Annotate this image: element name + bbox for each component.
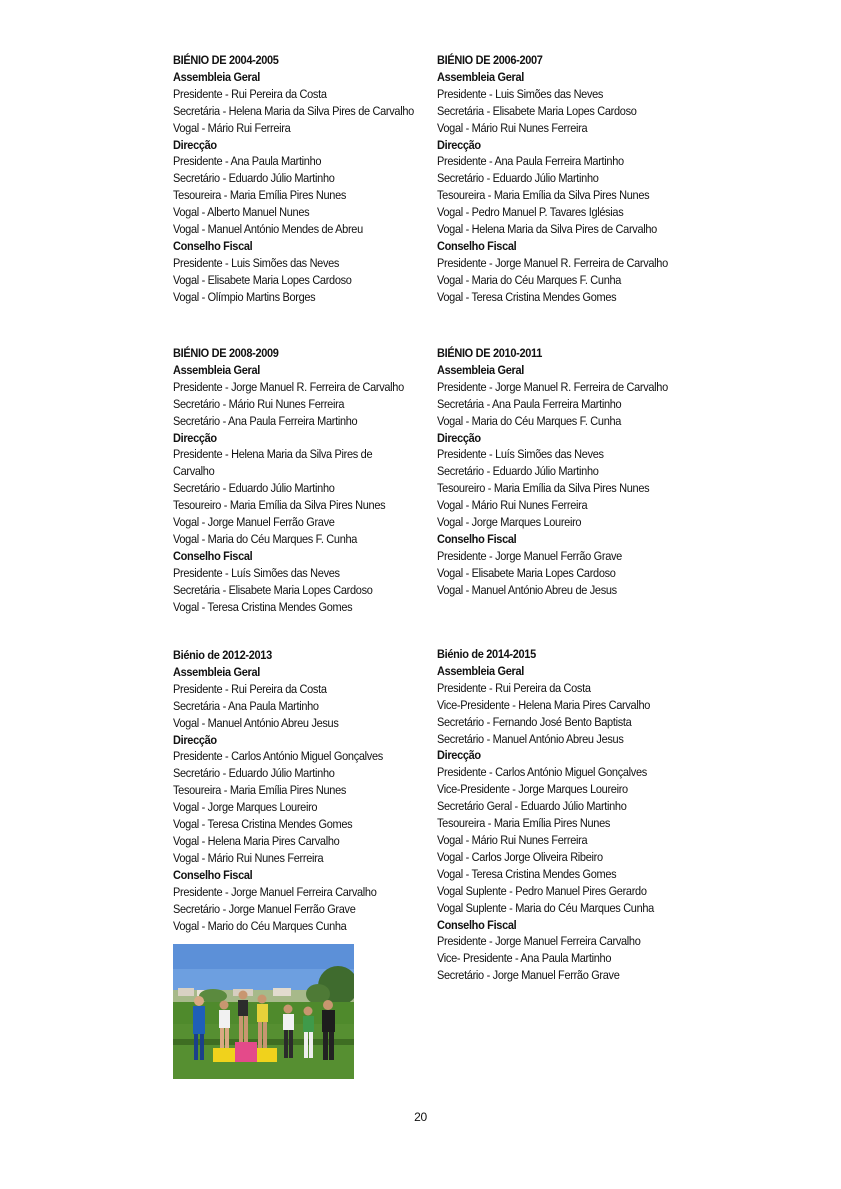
member-line: Vogal - Alberto Manuel Nunes bbox=[173, 205, 310, 220]
member-line: Presidente - Rui Pereira da Costa bbox=[437, 680, 591, 695]
member-line: Vogal Suplente - Maria do Céu Marques Cunha bbox=[437, 900, 654, 915]
section-heading: Direcção bbox=[173, 137, 217, 152]
member-line: Vogal - Jorge Marques Loureiro bbox=[437, 515, 582, 530]
section-heading: Assembleia Geral bbox=[437, 362, 525, 377]
member-line: Vogal - Teresa Cristina Mendes Gomes bbox=[437, 866, 617, 881]
bienio-2008-2009-block bbox=[173, 345, 433, 616]
member-line: Presidente - Carlos António Miguel Gonçalves bbox=[173, 749, 383, 764]
member-line: Vogal - Maria do Céu Marques F. Cunha bbox=[437, 272, 622, 287]
section-heading: Assembleia Geral bbox=[437, 69, 525, 84]
member-line: Presidente - Jorge Manuel Ferreira Carvalho bbox=[437, 934, 641, 949]
member-line: Secretário - Jorge Manuel Ferrão Grave bbox=[437, 968, 620, 983]
bienio-2012-2013-block bbox=[173, 647, 433, 934]
member-line: Presidente - Luis Simões das Neves bbox=[173, 255, 340, 270]
member-line: Presidente - Ana Paula Ferreira Martinho bbox=[437, 154, 624, 169]
member-line: Secretário - Jorge Manuel Ferrão Grave bbox=[173, 901, 356, 916]
section-heading: Direcção bbox=[173, 732, 217, 747]
member-line: Vogal - Carlos Jorge Oliveira Ribeiro bbox=[437, 849, 603, 864]
member-line: Presidente - Jorge Manuel R. Ferreira de Carvalho bbox=[173, 379, 404, 394]
member-line: Presidente - Carlos António Miguel Gonçalves bbox=[437, 765, 647, 780]
member-line: Secretária - Elisabete Maria Lopes Cardoso bbox=[173, 582, 373, 597]
member-line: Tesoureira - Maria Emília Pires Nunes bbox=[173, 188, 347, 203]
member-line: Vogal - Mario do Céu Marques Cunha bbox=[173, 918, 347, 933]
section-heading: Conselho Fiscal bbox=[173, 548, 253, 563]
member-line: Presidente - Luís Simões das Neves bbox=[437, 447, 604, 462]
member-line: Secretário - Manuel António Abreu Jesus bbox=[437, 731, 624, 746]
section-heading: Conselho Fiscal bbox=[437, 238, 517, 253]
member-line: Vogal - Pedro Manuel P. Tavares Iglésias bbox=[437, 205, 624, 220]
bienio-heading: BIÉNIO DE 2004-2005 bbox=[173, 53, 279, 67]
bienio-heading: BIÉNIO DE 2006-2007 bbox=[437, 53, 543, 67]
member-line: Vogal Suplente - Pedro Manuel Pires Gerardo bbox=[437, 883, 647, 898]
member-line: Vogal - Manuel António Mendes de Abreu bbox=[173, 222, 363, 237]
section-heading: Assembleia Geral bbox=[173, 664, 261, 679]
member-line: Tesoureira - Maria Emília Pires Nunes bbox=[173, 783, 347, 798]
section-heading: Conselho Fiscal bbox=[173, 867, 253, 882]
member-line: Vogal - Mário Rui Nunes Ferreira bbox=[437, 832, 588, 847]
page-number: 20 bbox=[414, 1110, 427, 1124]
member-line: Presidente - Jorge Manuel R. Ferreira de Carvalho bbox=[437, 255, 668, 270]
bienio-heading: BIÉNIO DE 2010-2011 bbox=[437, 346, 542, 360]
member-line: Presidente - Rui Pereira da Costa bbox=[173, 86, 327, 101]
member-line: Presidente - Helena Maria da Silva Pires de Carvalho bbox=[173, 447, 373, 479]
member-line: Secretário - Eduardo Júlio Martinho bbox=[173, 766, 335, 781]
section-heading: Assembleia Geral bbox=[173, 69, 261, 84]
section-heading: Direcção bbox=[437, 137, 481, 152]
member-line: Secretária - Ana Paula Martinho bbox=[173, 698, 319, 713]
member-line: Vogal - Manuel António Abreu de Jesus bbox=[437, 582, 617, 597]
bienio-2014-2015-block bbox=[437, 646, 697, 984]
section-heading: Direcção bbox=[437, 430, 481, 445]
member-line: Presidente - Jorge Manuel Ferreira Carvalho bbox=[173, 884, 377, 899]
member-line: Vice-Presidente - Helena Maria Pires Carvalho bbox=[437, 697, 651, 712]
podium-group-photo bbox=[173, 944, 354, 1079]
section-heading: Direcção bbox=[437, 748, 481, 763]
member-line: Tesoureira - Maria Emília Pires Nunes bbox=[437, 816, 611, 831]
member-line: Vogal - Helena Maria da Silva Pires de Carvalho bbox=[437, 222, 657, 237]
section-heading: Conselho Fiscal bbox=[437, 917, 517, 932]
section-heading: Assembleia Geral bbox=[437, 663, 525, 678]
member-line: Secretária - Helena Maria da Silva Pires de Carvalho bbox=[173, 103, 414, 118]
member-line: Vogal - Helena Maria Pires Carvalho bbox=[173, 833, 340, 848]
bienio-2006-2007-block bbox=[437, 52, 697, 306]
member-line: Vogal - Maria do Céu Marques F. Cunha bbox=[173, 531, 358, 546]
member-line: Vogal - Mário Rui Ferreira bbox=[173, 120, 291, 135]
member-line: Tesoureiro - Maria Emília da Silva Pires Nunes bbox=[437, 481, 650, 496]
member-line: Vice- Presidente - Ana Paula Martinho bbox=[437, 951, 612, 966]
member-line: Secretária - Ana Paula Ferreira Martinho bbox=[437, 396, 622, 411]
section-heading: Conselho Fiscal bbox=[437, 531, 517, 546]
member-line: Secretário - Fernando José Bento Baptista bbox=[437, 714, 632, 729]
member-line: Presidente - Jorge Manuel Ferrão Grave bbox=[437, 548, 622, 563]
member-line: Tesoureiro - Maria Emília da Silva Pires Nunes bbox=[173, 498, 386, 513]
member-line: Vogal - Jorge Manuel Ferrão Grave bbox=[173, 515, 335, 530]
member-line: Vice-Presidente - Jorge Marques Loureiro bbox=[437, 782, 628, 797]
member-line: Vogal - Mário Rui Nunes Ferreira bbox=[437, 498, 588, 513]
member-line: Vogal - Elisabete Maria Lopes Cardoso bbox=[173, 272, 352, 287]
member-line: Vogal - Jorge Marques Loureiro bbox=[173, 800, 318, 815]
member-line: Vogal - Mário Rui Nunes Ferreira bbox=[437, 120, 588, 135]
member-line: Secretário - Eduardo Júlio Martinho bbox=[173, 481, 335, 496]
member-line: Secretário - Eduardo Júlio Martinho bbox=[437, 464, 599, 479]
member-line: Vogal - Teresa Cristina Mendes Gomes bbox=[173, 817, 353, 832]
bienio-heading: Biénio de 2012-2013 bbox=[173, 648, 272, 662]
photo-illustration bbox=[173, 944, 354, 1079]
member-line: Vogal - Mário Rui Nunes Ferreira bbox=[173, 850, 324, 865]
member-line: Secretário - Mário Rui Nunes Ferreira bbox=[173, 396, 345, 411]
member-line: Secretária - Elisabete Maria Lopes Cardoso bbox=[437, 103, 637, 118]
member-line: Presidente - Ana Paula Martinho bbox=[173, 154, 322, 169]
section-heading: Conselho Fiscal bbox=[173, 238, 253, 253]
bienio-2010-2011-block bbox=[437, 345, 697, 599]
member-line: Presidente - Rui Pereira da Costa bbox=[173, 681, 327, 696]
member-line: Vogal - Maria do Céu Marques F. Cunha bbox=[437, 413, 622, 428]
bienio-heading: Biénio de 2014-2015 bbox=[437, 647, 536, 661]
member-line: Vogal - Manuel António Abreu Jesus bbox=[173, 715, 339, 730]
member-line: Vogal - Olímpio Martins Borges bbox=[173, 289, 316, 304]
bienio-heading: BIÉNIO DE 2008-2009 bbox=[173, 346, 279, 360]
member-line: Secretário - Eduardo Júlio Martinho bbox=[173, 171, 335, 186]
member-line: Presidente - Jorge Manuel R. Ferreira de Carvalho bbox=[437, 379, 668, 394]
member-line: Secretário Geral - Eduardo Júlio Martinho bbox=[437, 799, 627, 814]
member-line: Secretário - Ana Paula Ferreira Martinho bbox=[173, 413, 358, 428]
member-line: Presidente - Luís Simões das Neves bbox=[173, 565, 340, 580]
section-heading: Direcção bbox=[173, 430, 217, 445]
bienio-2004-2005-block bbox=[173, 52, 433, 306]
member-line: Vogal - Teresa Cristina Mendes Gomes bbox=[173, 599, 353, 614]
section-heading: Assembleia Geral bbox=[173, 362, 261, 377]
member-line: Vogal - Elisabete Maria Lopes Cardoso bbox=[437, 565, 616, 580]
member-line: Presidente - Luis Simões das Neves bbox=[437, 86, 604, 101]
member-line: Tesoureira - Maria Emília da Silva Pires Nunes bbox=[437, 188, 650, 203]
member-line: Secretário - Eduardo Júlio Martinho bbox=[437, 171, 599, 186]
member-line: Vogal - Teresa Cristina Mendes Gomes bbox=[437, 289, 617, 304]
